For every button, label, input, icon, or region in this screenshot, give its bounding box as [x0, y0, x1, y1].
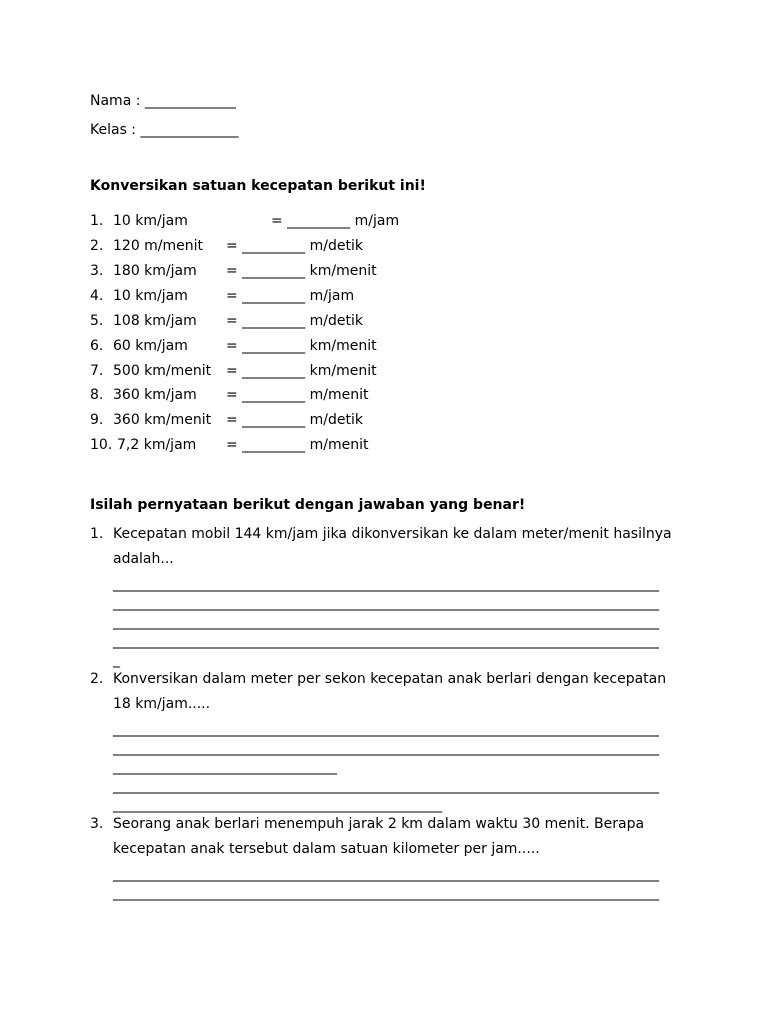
- question-number: 3.: [90, 816, 104, 832]
- item-number: 3.: [90, 263, 104, 279]
- answer-line: ______________________________________________________________________________: [113, 778, 659, 794]
- section-1-title: Konversikan satuan kecepatan berikut ini!: [90, 178, 426, 194]
- item-answer-blank: = _________ m/detik: [226, 238, 363, 254]
- answer-line: ______________________________________________________________________________: [113, 614, 659, 630]
- class-field-label: Kelas : ______________: [90, 122, 239, 138]
- question-text: Konversikan dalam meter per sekon kecepatan anak berlari dengan kecepatan: [113, 671, 667, 687]
- item-answer-blank: = _________ km/menit: [226, 363, 377, 379]
- answer-line: ______________________________________________________________________________: [113, 576, 659, 592]
- item-number: 7.: [90, 363, 104, 379]
- question-number: 1.: [90, 526, 104, 542]
- item-value: 180 km/jam: [113, 263, 197, 279]
- answer-line: ______________________________________________________________________________: [113, 721, 659, 737]
- item-answer-blank: = _________ m/jam: [226, 288, 355, 304]
- question-text: Kecepatan mobil 144 km/jam jika dikonversikan ke dalam meter/menit hasilnya: [113, 526, 672, 542]
- answer-line: ________________________________: [113, 759, 337, 775]
- item-answer-blank: = _________ m/menit: [226, 387, 369, 403]
- item-answer-blank: = _________ km/menit: [226, 338, 377, 354]
- item-answer-blank: = _________ m/detik: [226, 313, 363, 329]
- answer-line: _______________________________________________: [113, 797, 442, 813]
- item-number: 1.: [90, 213, 104, 229]
- answer-line: ______________________________________________________________________________: [113, 866, 659, 882]
- answer-line: ______________________________________________________________________________: [113, 633, 659, 649]
- item-value: 360 km/jam: [113, 387, 197, 403]
- question-text: 18 km/jam.....: [113, 696, 211, 712]
- question-number: 2.: [90, 671, 104, 687]
- item-answer-blank: = _________ m/jam: [271, 213, 400, 229]
- answer-line: ______________________________________________________________________________: [113, 885, 659, 901]
- question-text: Seorang anak berlari menempuh jarak 2 km dalam waktu 30 menit. Berapa: [113, 816, 645, 832]
- item-number: 4.: [90, 288, 104, 304]
- item-value: 120 m/menit: [113, 238, 204, 254]
- item-number: 2.: [90, 238, 104, 254]
- item-number: 8.: [90, 387, 104, 403]
- item-number: 5.: [90, 313, 104, 329]
- item-value: 500 km/menit: [113, 363, 212, 379]
- item-answer-blank: = _________ m/detik: [226, 412, 363, 428]
- answer-line: _: [113, 652, 120, 668]
- name-field-label: Nama : _____________: [90, 93, 236, 109]
- question-text: adalah...: [113, 551, 174, 567]
- answer-line: ______________________________________________________________________________: [113, 740, 659, 756]
- item-value: 360 km/menit: [113, 412, 212, 428]
- item-number: 9.: [90, 412, 104, 428]
- item-value: 10 km/jam: [113, 288, 188, 304]
- item-value: 60 km/jam: [113, 338, 188, 354]
- answer-line: ______________________________________________________________________________: [113, 595, 659, 611]
- item-number: 6.: [90, 338, 104, 354]
- item-number: 10.: [90, 437, 113, 453]
- question-text: kecepatan anak tersebut dalam satuan kilometer per jam.....: [113, 841, 540, 857]
- item-answer-blank: = _________ km/menit: [226, 263, 377, 279]
- item-answer-blank: = _________ m/menit: [226, 437, 369, 453]
- item-value: 108 km/jam: [113, 313, 197, 329]
- section-2-title: Isilah pernyataan berikut dengan jawaban yang benar!: [90, 497, 526, 513]
- item-value: 10 km/jam: [113, 213, 188, 229]
- item-value: 7,2 km/jam: [117, 437, 197, 453]
